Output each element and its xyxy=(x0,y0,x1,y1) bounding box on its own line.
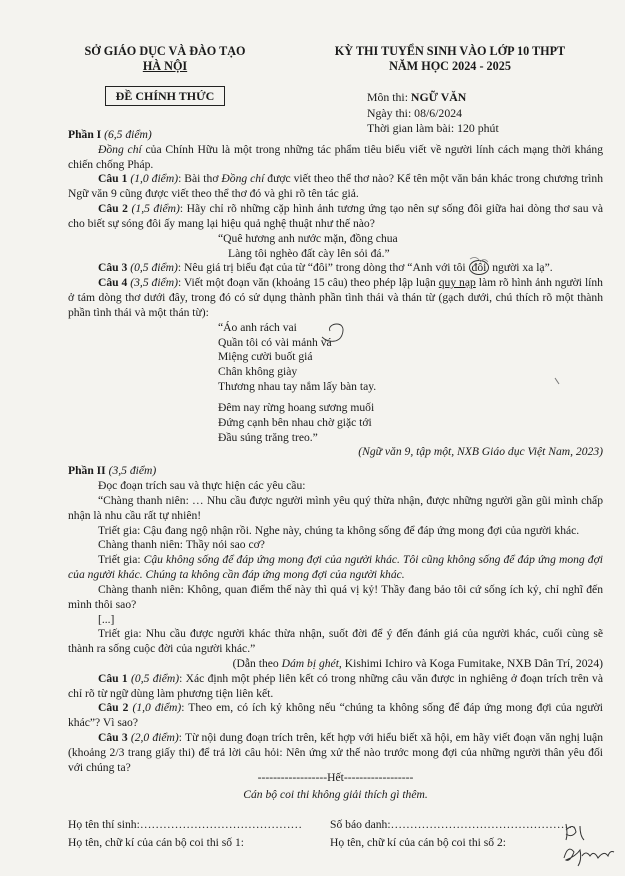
question-points: (1,5 điểm) xyxy=(131,202,180,216)
dialogue-line: Triết gia: Cậu đang ngộ nhận rồi. Nghe này, chúng ta không sống để đáp ứng mong đợi của người khác. xyxy=(98,523,580,537)
proctor-1-field: Họ tên, chữ kí của cán bộ coi thi số 1: xyxy=(68,836,244,849)
quoted-verse-1: “Quê hương anh nước mặn, đồng chua xyxy=(218,231,398,245)
department-line-2: HÀ NỘI xyxy=(142,59,188,74)
question-text: người xa lạ”. xyxy=(489,261,553,275)
source-book-title: Dám bị ghét xyxy=(281,656,339,670)
poem-line: Đêm nay rừng hoang sương muối xyxy=(218,400,375,414)
poem-line: Đầu súng trăng treo.” xyxy=(218,430,318,444)
question-label: Câu 2 xyxy=(98,202,128,216)
part-1-intro-text: của Chính Hữu là một trong những tác phẩm tiêu biểu viết về người lính cách mạng thời kháng chiến chống Pháp. xyxy=(68,142,603,171)
question-label: Câu 1 xyxy=(98,671,128,685)
poem-line: Thương nhau tay nắm lấy bàn tay. xyxy=(218,380,377,394)
subject-label: Môn thi: xyxy=(367,90,408,104)
italic-passage: Cậu không sống để đáp ứng mong đợi của người khác. Tôi cũng không sống để đáp ứng mong đợi của người khác. Chúng ta không cần đáp ứng mong đợi của người khác. xyxy=(68,553,603,582)
question-text: : Theo em, có ích kỷ không nếu “chúng ta không sống để đáp ứng mong đợi của người khác”? Vì sao? xyxy=(68,701,603,730)
underlined-method: quy nạp xyxy=(438,276,476,290)
question-text: làm rõ hình ảnh người lính ở tám dòng thơ dưới đây, trong đó có sử dụng thành phần tình thái và thán từ (gạch dưới, chú thích rõ một thành phần tình thái và một thán từ): xyxy=(68,276,603,319)
part-2-heading xyxy=(68,464,603,479)
candidate-number-field: Số báo danh:………………………………………… xyxy=(330,818,577,831)
school-year: NĂM HỌC 2024 - 2025 xyxy=(389,59,511,74)
exam-content xyxy=(68,128,603,776)
question-points: (2,0 điểm) xyxy=(130,731,179,745)
question-text: : Bài thơ xyxy=(178,172,222,186)
part-1-title: Phần I xyxy=(68,128,102,141)
poem-line: Miệng cười buốt giá xyxy=(218,350,313,364)
question-text: : Hãy chỉ rõ những cặp hình ảnh tương ứng tạo nên sự sống đôi giữa hai dòng thơ sau và cho biết sự sóng đôi ấy mang lại hiệu quả nghệ thuật như thế nào? xyxy=(68,202,603,230)
subject-line xyxy=(367,90,607,106)
department-header xyxy=(70,44,260,75)
dialogue-line: Triết gia: Nhu cầu được người khác thừa nhận, suốt đời để ý đến đánh giá của người khác, cuối cùng sẽ thành ra sống cuộc đời của người khác.” xyxy=(68,627,603,656)
poem-source: (Ngữ văn 9, tập một, NXB Giáo dục Việt Nam, 2023) xyxy=(358,445,603,459)
exam-date: Ngày thi: 08/6/2024 xyxy=(367,105,463,120)
part-1-intro xyxy=(68,143,603,173)
part-1-question-3 xyxy=(68,261,603,276)
question-poem-title: Đồng chí xyxy=(221,172,265,186)
question-label: Câu 3 xyxy=(98,261,128,275)
question-label: Câu 3 xyxy=(98,731,128,745)
dialogue-line: Chàng thanh niên: Thầy nói sao cơ? xyxy=(98,538,265,552)
question-label: Câu 2 xyxy=(98,701,129,715)
poem-stanza-1 xyxy=(68,321,603,395)
proctor-2-field: Họ tên, chữ kí của cán bộ coi thi số 2: xyxy=(330,836,506,849)
poem-line: Đứng cạnh bên nhau chờ giặc tới xyxy=(218,415,372,429)
dialogue-line: Chàng thanh niên: Không, quan điểm thế này thì quá vị kỷ! Thầy đang bảo tôi cứ sống ích kỷ, chỉ nghĩ đến mình thôi sao? xyxy=(68,582,603,611)
part-2-question-2 xyxy=(68,701,603,731)
question-points: (1,0 điểm) xyxy=(132,701,182,715)
poem-line: Quần tôi có vài mảnh vá xyxy=(218,335,332,349)
quoted-verse-2: Làng tôi nghèo đất cày lên sỏi đá.” xyxy=(228,246,390,260)
exam-title: KỲ THI TUYỂN SINH VÀO LỚP 10 THPT xyxy=(334,44,566,58)
part-1-question-2 xyxy=(68,202,603,232)
part-1-question-1 xyxy=(68,172,603,202)
dialogue-line-italic xyxy=(68,553,603,583)
circled-word: đôi xyxy=(469,260,490,275)
part-2-instruction: Đọc đoạn trích sau và thực hiện các yêu cầu: xyxy=(98,479,306,493)
part-1-question-4 xyxy=(68,276,603,320)
poem-line: Chân không giày xyxy=(218,365,298,379)
part-1-heading xyxy=(68,128,603,143)
end-mark: ------------------Hết------------------ xyxy=(257,771,414,784)
question-points: (3,5 điểm) xyxy=(130,276,178,290)
part-2-points: (3,5 điểm) xyxy=(108,464,157,478)
question-text: được viết theo thể thơ nào? Kể tên một văn bản khác trong chương trình Ngữ văn 9 cũng được viết theo thể thơ đó và ghi rõ tên tác giả. xyxy=(68,172,603,201)
question-text: : Nêu giá trị biểu đạt của từ “đôi” trong dòng thơ “Anh với tôi xyxy=(177,261,469,275)
question-label: Câu 4 xyxy=(98,276,128,290)
question-text: : Từ nội dung đoạn trích trên, kết hợp với hiểu biết xã hội, em hãy viết đoạn văn nghị luận (khoảng 2/3 trang giấy thi) để trả lời câu hỏi: Nên ứng xử thế nào trước mong đợi của những người thân yêu đối với chúng ta? xyxy=(68,731,603,774)
candidate-name-field: Họ tên thí sinh:…………………………………… xyxy=(68,818,303,831)
question-points: (0,5 điểm) xyxy=(130,261,178,275)
footer-row-2 xyxy=(68,836,603,851)
part-2-question-3 xyxy=(68,731,603,775)
part-2-question-1 xyxy=(68,672,603,702)
source-text: (Dẫn theo xyxy=(232,656,282,670)
exam-duration: Thời gian làm bài: 120 phút xyxy=(367,121,499,136)
question-points: (1,0 điểm) xyxy=(130,172,179,186)
source-text: , Kishimi Ichiro và Koga Fumitake, NXB Dân Trí, 2024) xyxy=(338,656,603,670)
poem-stanza-2 xyxy=(68,401,603,445)
part-1-points: (6,5 điểm) xyxy=(104,128,152,141)
question-label: Câu 1 xyxy=(98,172,128,186)
ellipsis: [...] xyxy=(98,612,115,626)
question-text: : Viết một đoạn văn (khoảng 15 câu) theo phép lập luận xyxy=(177,276,439,290)
exam-header xyxy=(300,44,600,75)
official-stamp-box: ĐỀ CHÍNH THỨC xyxy=(105,86,225,106)
footer-row-1 xyxy=(68,818,603,833)
question-points: (0,5 điểm) xyxy=(131,671,180,685)
dialogue-line: “Chàng thanh niên: … Nhu cầu được người mình yêu quý thừa nhận, được những người gần gũi mình chấp nhận là nhu cầu rất tự nhiên! xyxy=(68,493,603,522)
subject-name: NGỮ VĂN xyxy=(410,90,467,104)
question-text: : Xác định một phép liên kết có trong những câu văn được in nghiêng ở đoạn trích trên và chỉ rõ từ ngữ dùng làm phương tiện liên kết. xyxy=(68,671,603,700)
proctor-note: Cán bộ coi thi không giải thích gì thêm. xyxy=(243,788,428,801)
department-line-1: SỞ GIÁO DỤC VÀ ĐÀO TẠO xyxy=(84,44,246,58)
speaker-label: Triết gia: xyxy=(98,553,144,567)
poem-title: Đồng chí xyxy=(98,142,142,156)
part-2-title: Phần II xyxy=(68,464,106,478)
proctor-signature xyxy=(560,818,620,873)
passage-source xyxy=(68,657,603,672)
poem-line: “Áo anh rách vai xyxy=(218,320,297,334)
